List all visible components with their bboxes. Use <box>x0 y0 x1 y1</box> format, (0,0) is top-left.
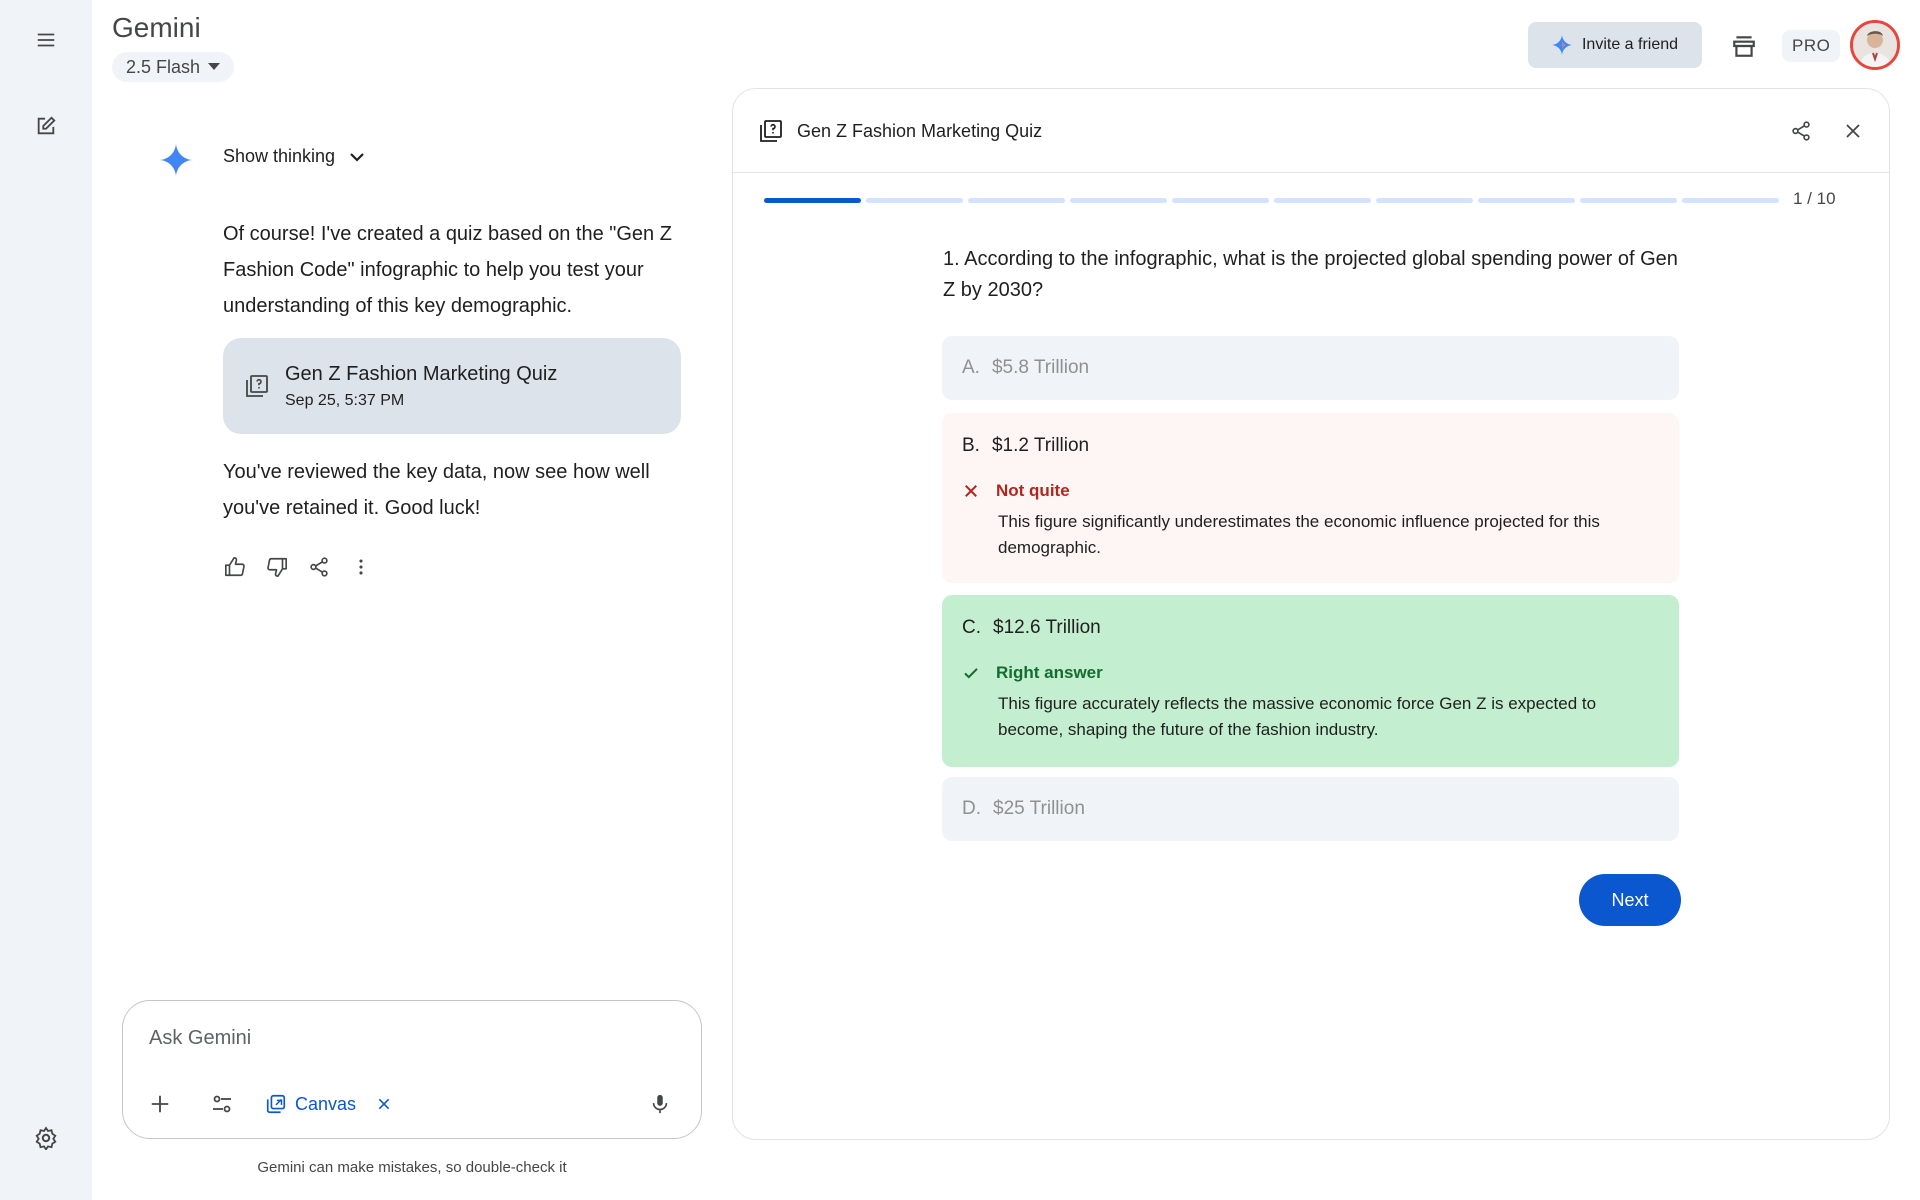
option-d[interactable] <box>942 777 1679 841</box>
invite-label: Invite a friend <box>1581 36 1679 53</box>
thumbs-down-icon <box>266 556 288 578</box>
progress-segment <box>1172 198 1269 203</box>
settings-button[interactable] <box>26 1118 66 1158</box>
show-thinking-label: Show thinking <box>223 146 336 166</box>
new-chat-button[interactable] <box>26 106 66 146</box>
option-text: $1.2 Trillion <box>991 435 1090 456</box>
quiz-icon <box>245 374 269 398</box>
prompt-box <box>122 1000 702 1139</box>
avatar[interactable] <box>1850 20 1900 70</box>
option-letter: C. <box>962 617 981 638</box>
share-icon <box>1790 120 1812 142</box>
share-response-button[interactable] <box>305 553 333 581</box>
side-rail <box>0 0 92 1200</box>
progress-segment <box>968 198 1065 203</box>
disclaimer: Gemini can make mistakes, so double-check it <box>257 1159 567 1176</box>
option-text: $25 Trillion <box>993 798 1085 819</box>
quiz-progress <box>764 198 1779 203</box>
microphone-button[interactable] <box>643 1087 677 1121</box>
close-icon <box>962 482 980 500</box>
progress-segment <box>1682 198 1779 203</box>
model-label: 2.5 Flash <box>126 56 201 77</box>
quiz-card[interactable] <box>223 338 681 434</box>
pro-badge: PRO <box>1782 30 1840 62</box>
option-text: $12.6 Trillion <box>993 617 1101 638</box>
feedback-correct <box>962 663 1679 683</box>
invite-friend-button[interactable] <box>1528 22 1702 68</box>
option-letter: A. <box>962 357 980 378</box>
option-b[interactable] <box>942 413 1679 583</box>
feedback-title: Not quite <box>996 481 1070 500</box>
more-vert-icon <box>350 556 372 578</box>
menu-button[interactable] <box>26 20 66 60</box>
model-selector[interactable] <box>112 52 234 82</box>
feedback-wrong <box>962 481 1679 501</box>
menu-icon <box>35 29 57 51</box>
question-counter: 1 / 10 <box>1793 189 1836 208</box>
thumbs-up-icon <box>224 556 246 578</box>
progress-segment <box>764 198 861 203</box>
canvas-label: Canvas <box>295 1093 357 1114</box>
plus-icon <box>149 1093 171 1115</box>
panel-title: Gen Z Fashion Marketing Quiz <box>797 120 1043 141</box>
quiz-icon <box>759 119 783 143</box>
close-icon[interactable] <box>376 1096 392 1112</box>
add-button[interactable] <box>143 1087 177 1121</box>
check-icon <box>962 664 980 682</box>
canvas-icon <box>265 1093 287 1115</box>
tune-icon <box>210 1092 234 1116</box>
chevron-down-icon <box>349 152 365 162</box>
quiz-card-title: Gen Z Fashion Marketing Quiz <box>285 362 558 385</box>
gift-button[interactable] <box>1724 26 1764 66</box>
canvas-chip[interactable] <box>265 1087 392 1121</box>
share-icon <box>308 556 330 578</box>
progress-segment <box>1478 198 1575 203</box>
thumbs-up-button[interactable] <box>221 553 249 581</box>
response-actions <box>221 553 375 581</box>
thumbs-down-button[interactable] <box>263 553 291 581</box>
progress-segment <box>1274 198 1371 203</box>
progress-segment <box>1580 198 1677 203</box>
gift-icon <box>1731 33 1757 59</box>
feedback-title: Right answer <box>996 663 1103 682</box>
gemini-spark-icon <box>160 144 192 176</box>
canvas-panel <box>732 88 1890 1140</box>
panel-title-group <box>759 119 1042 143</box>
option-letter: B. <box>962 435 980 456</box>
more-options-button[interactable] <box>347 553 375 581</box>
gear-icon <box>34 1126 58 1150</box>
option-letter: D. <box>962 798 981 819</box>
tools-button[interactable] <box>205 1087 239 1121</box>
question-text: 1. According to the infographic, what is the projected global spending power of Gen Z by 2030? <box>943 248 1678 301</box>
option-c[interactable] <box>942 595 1679 767</box>
option-text: $5.8 Trillion <box>991 357 1090 378</box>
user-photo-icon <box>1853 23 1897 67</box>
response-outro: You've reviewed the key data, now see how well you've retained it. Good luck! <box>223 461 650 519</box>
panel-close-button[interactable] <box>1835 113 1871 149</box>
progress-segment <box>866 198 963 203</box>
microphone-icon <box>649 1093 671 1115</box>
caret-down-icon <box>208 63 220 71</box>
quiz-card-timestamp: Sep 25, 5:37 PM <box>285 391 405 409</box>
show-thinking-toggle[interactable] <box>223 146 365 167</box>
close-icon <box>1844 122 1862 140</box>
panel-header <box>733 89 1889 173</box>
response-intro: Of course! I've created a quiz based on the "Gen Z Fashion Code" infographic to help you test your understanding of this key demographic. <box>223 223 672 317</box>
feedback-text: This figure significantly underestimates the economic influence projected for this demographic. <box>998 512 1600 557</box>
edit-icon <box>35 115 57 137</box>
sparkle-icon <box>1552 35 1572 55</box>
progress-segment <box>1070 198 1167 203</box>
app-title: Gemini <box>112 12 201 43</box>
next-button[interactable]: Next <box>1579 874 1681 926</box>
feedback-text: This figure accurately reflects the massive economic force Gen Z is expected to become, shaping the future of the fashion industry. <box>998 694 1597 739</box>
panel-share-button[interactable] <box>1783 113 1819 149</box>
prompt-input[interactable] <box>149 1023 669 1053</box>
progress-segment <box>1376 198 1473 203</box>
option-a[interactable] <box>942 336 1679 400</box>
